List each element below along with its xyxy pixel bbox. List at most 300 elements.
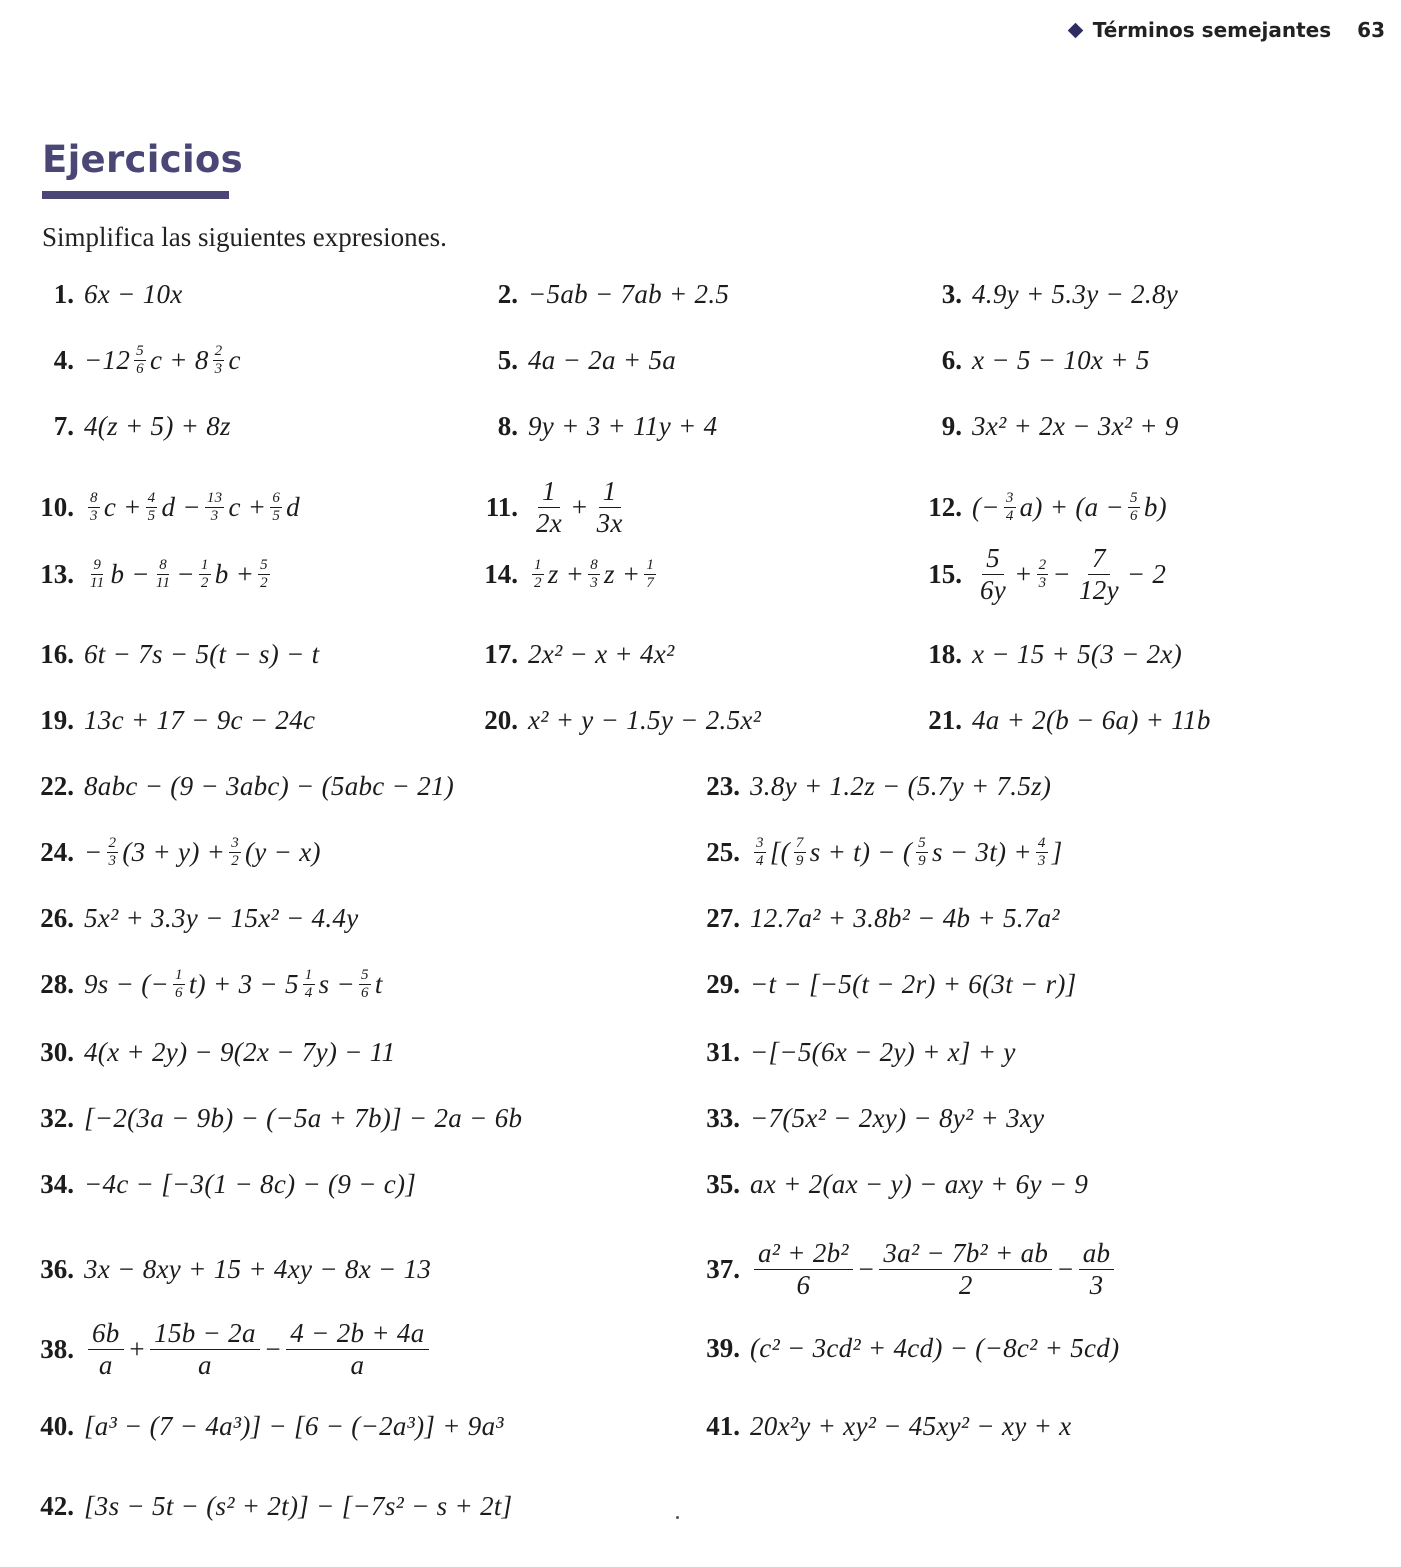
- exercise-number: 32.: [40, 1102, 74, 1133]
- fraction-denominator: 2: [534, 574, 542, 591]
- exercise-item: [922, 632, 1182, 676]
- fraction: [532, 557, 544, 592]
- exercise-expression: [84, 1253, 432, 1284]
- fraction: [229, 835, 241, 870]
- exercise-expression: [84, 490, 300, 525]
- expression-text: b): [1143, 491, 1167, 522]
- exercise-item: [34, 404, 231, 448]
- exercise-number: 26.: [40, 902, 74, 933]
- fraction: [205, 490, 225, 525]
- exercise-number: 6.: [941, 344, 962, 375]
- expression-text: 4a + 2(b − 6a) + 11b: [972, 704, 1211, 735]
- exercise-item: [34, 896, 358, 940]
- exercise-item: [34, 698, 315, 742]
- expression-text: 4.9y + 5.3y − 2.8y: [972, 278, 1179, 309]
- exercise-expression: [972, 543, 1166, 604]
- expression-text: 13c + 17 − 9c − 24c: [84, 704, 316, 735]
- exercise-number: 36.: [40, 1253, 74, 1284]
- fraction: [107, 835, 119, 870]
- fraction-numerator: 3a² − 7b² + ab: [879, 1238, 1052, 1269]
- fraction-numerator: 8: [590, 556, 599, 573]
- exercise-number: 18.: [928, 638, 962, 669]
- expression-text: −5ab − 7ab + 2.5: [528, 278, 730, 309]
- exercise-expression: [528, 557, 660, 592]
- expression-text: 6t − 7s − 5(t − s) − t: [84, 638, 320, 669]
- exercise-expression: [528, 410, 718, 441]
- expression-text: (3 + y) +: [122, 836, 226, 867]
- exercise-item: [34, 272, 183, 316]
- expression-text: x − 5 − 10x + 5: [972, 344, 1150, 375]
- expression-text: −: [263, 1333, 283, 1364]
- fraction-denominator: 3: [90, 507, 98, 524]
- expression-text: −t − [−5(t − 2r) + 6(3t − r)]: [750, 968, 1077, 999]
- exercise-number: 28.: [40, 968, 74, 999]
- fraction-numerator: 1: [538, 476, 560, 507]
- exercise-expression: [750, 1168, 1089, 1199]
- expression-text: c: [228, 344, 241, 375]
- expression-text: 9y + 3 + 11y + 4: [528, 410, 718, 441]
- exercise-expression: [84, 638, 320, 669]
- fraction-numerator: 1: [646, 556, 655, 573]
- exercise-number: 3.: [941, 278, 962, 309]
- expression-text: c +: [103, 491, 142, 522]
- title-underline: [42, 191, 229, 199]
- exercise-item: [34, 1030, 395, 1074]
- exercise-item: [34, 1484, 512, 1528]
- exercise-expression: [84, 278, 183, 309]
- exercise-expression: [84, 1318, 433, 1379]
- exercise-item: [34, 1404, 504, 1448]
- exercise-expression: [972, 638, 1183, 669]
- exercise-item: [478, 632, 674, 676]
- diamond-bullet-icon: [1067, 22, 1083, 38]
- expression-text: s − 3t) +: [931, 836, 1032, 867]
- expression-text: 3x² + 2x − 3x² + 9: [972, 410, 1179, 441]
- page-number: 63: [1357, 18, 1385, 42]
- expression-text: x² + y − 1.5y − 2.5x²: [528, 704, 762, 735]
- fraction-numerator: 15b − 2a: [150, 1318, 260, 1349]
- fraction: [1128, 490, 1140, 525]
- exercise-number: 41.: [706, 1410, 740, 1441]
- expression-text: +: [127, 1333, 147, 1364]
- expression-text: x − 15 + 5(3 − 2x): [972, 638, 1183, 669]
- exercise-expression: [84, 967, 383, 1002]
- fraction-denominator: 6: [1130, 507, 1138, 524]
- fraction: [286, 1318, 428, 1379]
- fraction: [154, 557, 173, 592]
- expression-text: [3s − 5t − (s² + 2t)] − [−7s² − s + 2t]: [84, 1490, 513, 1521]
- fraction-denominator: a: [98, 1349, 113, 1380]
- fraction-numerator: 9: [93, 556, 102, 573]
- fraction: [258, 557, 270, 592]
- expression-text: 12.7a² + 3.8b² − 4b + 5.7a²: [750, 902, 1060, 933]
- page-title: Ejercicios: [42, 138, 243, 181]
- expression-text: 4(z + 5) + 8z: [84, 410, 231, 441]
- exercise-number: 22.: [40, 770, 74, 801]
- fraction: [644, 557, 656, 592]
- expression-text: t) + 3 − 5: [188, 968, 299, 999]
- exercise-number: 16.: [40, 638, 74, 669]
- exercise-expression: [972, 278, 1179, 309]
- expression-text: [a³ − (7 − 4a³)] − [6 − (−2a³)] + 9a³: [84, 1410, 504, 1441]
- expression-text: 2x² − x + 4x²: [528, 638, 675, 669]
- fraction-numerator: ab: [1079, 1238, 1115, 1269]
- exercise-number: 15.: [928, 558, 962, 589]
- exercise-number: 1.: [53, 278, 74, 309]
- fraction-numerator: 5: [260, 556, 268, 573]
- expression-text: −[−5(6x − 2y) + x] + y: [750, 1036, 1016, 1067]
- expression-text: 3x − 8xy + 15 + 4xy − 8x − 13: [84, 1253, 432, 1284]
- exercise-expression: [84, 770, 455, 801]
- exercise-item: [34, 1232, 431, 1306]
- exercise-expression: [972, 704, 1211, 735]
- fraction: [270, 490, 282, 525]
- expression-text: [−2(3a − 9b) − (−5a + 7b)] − 2a − 6b: [84, 1102, 523, 1133]
- exercise-expression: [972, 410, 1179, 441]
- expression-text: b −: [110, 558, 150, 589]
- exercise-item: [34, 338, 241, 382]
- exercise-number: 38.: [40, 1333, 74, 1364]
- exercise-expression: [750, 1036, 1016, 1067]
- exercise-number: 14.: [484, 558, 518, 589]
- fraction-numerator: 1: [200, 556, 209, 573]
- exercise-expression: [750, 968, 1077, 999]
- exercise-item: [34, 1096, 522, 1140]
- exercise-number: 20.: [484, 704, 518, 735]
- fraction-numerator: 5: [136, 342, 144, 359]
- fraction-numerator: 7: [1088, 543, 1110, 574]
- expression-text: z +: [547, 558, 585, 589]
- fraction-numerator: 1: [599, 476, 621, 507]
- exercise-item: [478, 537, 660, 611]
- exercise-expression: [750, 835, 1063, 870]
- exercise-item: [478, 698, 761, 742]
- exercise-item: [700, 1162, 1088, 1206]
- exercise-number: 25.: [706, 836, 740, 867]
- exercise-item: [922, 537, 1166, 611]
- exercise-expression: [84, 902, 359, 933]
- fraction-numerator: 4: [147, 489, 156, 506]
- exercise-item: [700, 830, 1063, 874]
- fraction-denominator: 6: [175, 984, 183, 1001]
- fraction-denominator: 2x: [536, 507, 563, 538]
- exercise-expression: [84, 704, 316, 735]
- fraction-numerator: 5: [918, 834, 926, 851]
- expression-text: 20x²y + xy² − 45xy² − xy + x: [750, 1410, 1072, 1441]
- expression-text: s + t) − (: [809, 836, 913, 867]
- expression-text: −7(5x² − 2xy) − 8y² + 3xy: [750, 1102, 1045, 1133]
- fraction-numerator: 1: [175, 966, 183, 983]
- fraction: [754, 835, 766, 870]
- exercise-number: 4.: [53, 344, 74, 375]
- fraction-numerator: 4 − 2b + 4a: [286, 1318, 428, 1349]
- exercise-item: [700, 962, 1077, 1006]
- exercise-item: [700, 764, 1051, 808]
- fraction-denominator: a: [198, 1349, 212, 1380]
- exercise-expression: [84, 1168, 417, 1199]
- exercise-number: 37.: [706, 1253, 740, 1284]
- fraction: [199, 557, 211, 592]
- fraction: [359, 967, 371, 1002]
- fraction-numerator: 8: [159, 556, 168, 573]
- exercise-item: [700, 1096, 1044, 1140]
- fraction-denominator: 3: [1038, 574, 1047, 591]
- exercise-expression: [528, 704, 762, 735]
- exercise-number: 9.: [941, 410, 962, 441]
- fraction-denominator: 11: [90, 574, 105, 591]
- exercise-item: [34, 764, 454, 808]
- fraction: [794, 835, 806, 870]
- fraction: [173, 967, 185, 1002]
- exercise-number: 7.: [53, 410, 74, 441]
- fraction-numerator: 13: [206, 489, 223, 506]
- fraction: [134, 343, 146, 378]
- exercise-number: 24.: [40, 836, 74, 867]
- expression-text: 5x² + 3.3y − 15x² − 4.4y: [84, 902, 359, 933]
- exercise-item: [34, 470, 300, 544]
- exercise-number: 2.: [497, 278, 518, 309]
- fraction: [213, 343, 225, 378]
- expression-text: −: [176, 558, 195, 589]
- exercise-item: [478, 470, 631, 544]
- section-title: Términos semejantes: [1092, 18, 1332, 42]
- fraction: [588, 557, 600, 592]
- expression-text: d: [286, 491, 300, 522]
- exercise-number: 13.: [40, 558, 74, 589]
- exercise-expression: [750, 902, 1060, 933]
- fraction-denominator: 3x: [596, 507, 623, 538]
- exercise-item: [700, 1030, 1016, 1074]
- expression-text: 8abc − (9 − 3abc) − (5abc − 21): [84, 770, 455, 801]
- expression-text: d −: [161, 491, 201, 522]
- exercise-item: [34, 537, 274, 611]
- exercise-number: 19.: [40, 704, 74, 735]
- exercise-item: [700, 1404, 1071, 1448]
- fraction-numerator: 2: [214, 342, 223, 359]
- expression-text: ]: [1051, 836, 1063, 867]
- exercise-expression: [750, 1102, 1045, 1133]
- fraction-denominator: 3: [108, 852, 117, 869]
- expression-text: a) + (a −: [1019, 491, 1124, 522]
- exercise-expression: [972, 490, 1167, 525]
- fraction-denominator: 7: [646, 574, 655, 591]
- print-speck: [676, 1516, 679, 1519]
- fraction-numerator: 3: [756, 834, 764, 851]
- expression-text: +: [1014, 558, 1033, 589]
- fraction-denominator: 5: [272, 507, 281, 524]
- exercise-item: [478, 272, 729, 316]
- fraction-denominator: 4: [1005, 507, 1014, 524]
- fraction-denominator: 2: [231, 852, 240, 869]
- exercise-number: 30.: [40, 1036, 74, 1067]
- expression-text: (y − x): [245, 836, 321, 867]
- fraction-numerator: 3: [231, 834, 240, 851]
- fraction-denominator: 4: [756, 852, 764, 869]
- exercise-number: 27.: [706, 902, 740, 933]
- expression-text: −: [84, 836, 103, 867]
- expression-text: −: [1056, 1253, 1075, 1284]
- fraction-denominator: 11: [155, 574, 171, 591]
- fraction-numerator: 1: [534, 556, 542, 573]
- exercise-item: [700, 1232, 1118, 1306]
- exercise-number: 31.: [706, 1036, 740, 1067]
- exercise-expression: [84, 835, 321, 870]
- fraction-denominator: 5: [147, 507, 156, 524]
- fraction-numerator: 2: [108, 834, 117, 851]
- expression-text: −: [1052, 558, 1071, 589]
- instructions: Simplifica las siguientes expresiones.: [42, 222, 447, 252]
- exercise-item: [922, 698, 1211, 742]
- fraction-numerator: 5: [361, 966, 369, 983]
- fraction: [916, 835, 928, 870]
- exercise-expression: [84, 1036, 396, 1067]
- exercise-number: 40.: [40, 1410, 74, 1441]
- fraction: [1075, 543, 1123, 604]
- exercise-item: [34, 830, 321, 874]
- exercise-expression: [84, 410, 231, 441]
- exercise-number: 5.: [497, 344, 518, 375]
- exercise-expression: [528, 344, 677, 375]
- fraction-denominator: 2: [958, 1269, 973, 1300]
- expression-text: s −: [318, 968, 355, 999]
- fraction: [146, 490, 158, 525]
- expression-text: b +: [214, 558, 255, 589]
- exercise-expression: [84, 1410, 504, 1441]
- fraction-numerator: a² + 2b²: [754, 1238, 853, 1269]
- expression-text: 4a − 2a + 5a: [528, 344, 677, 375]
- exercise-expression: [750, 1410, 1072, 1441]
- fraction-denominator: 3: [590, 574, 599, 591]
- exercise-number: 23.: [706, 770, 740, 801]
- exercise-expression: [84, 343, 241, 378]
- fraction: [879, 1238, 1052, 1299]
- exercise-number: 12.: [928, 491, 962, 522]
- expression-text: 6x − 10x: [84, 278, 183, 309]
- expression-text: c + 8: [149, 344, 209, 375]
- fraction: [754, 1238, 853, 1299]
- exercise-item: [478, 338, 676, 382]
- exercise-item: [478, 404, 717, 448]
- fraction-numerator: 6: [272, 489, 281, 506]
- exercise-expression: [528, 638, 675, 669]
- exercise-number: 33.: [706, 1102, 740, 1133]
- fraction: [303, 967, 315, 1002]
- fraction-numerator: 6b: [88, 1318, 124, 1349]
- exercise-expression: [84, 557, 274, 592]
- fraction-numerator: 5: [982, 543, 1004, 574]
- exercise-number: 42.: [40, 1490, 74, 1521]
- exercise-number: 21.: [928, 704, 962, 735]
- fraction: [1036, 835, 1048, 870]
- exercise-item: [34, 1312, 433, 1386]
- fraction-denominator: 12y: [1078, 574, 1119, 605]
- fraction-denominator: 3: [214, 360, 223, 377]
- exercise-number: 34.: [40, 1168, 74, 1199]
- exercise-item: [700, 896, 1060, 940]
- exercise-number: 11.: [485, 491, 518, 522]
- fraction: [88, 490, 100, 525]
- page-header: [1070, 18, 1385, 42]
- fraction: [976, 543, 1010, 604]
- fraction-denominator: 4: [304, 984, 313, 1001]
- exercise-expression: [750, 770, 1052, 801]
- fraction-numerator: 8: [90, 489, 98, 506]
- exercise-item: [922, 404, 1179, 448]
- fraction-numerator: 1: [304, 966, 313, 983]
- exercise-expression: [84, 1102, 523, 1133]
- exercise-number: 10.: [40, 491, 74, 522]
- fraction-denominator: 9: [795, 852, 804, 869]
- exercise-expression: [750, 1332, 1120, 1363]
- expression-text: +: [570, 491, 589, 522]
- exercise-item: [700, 1326, 1119, 1370]
- fraction-denominator: 6: [136, 360, 144, 377]
- fraction-denominator: 6y: [980, 574, 1007, 605]
- expression-text: −4c − [−3(1 − 8c) − (9 − c)]: [84, 1168, 417, 1199]
- fraction: [593, 476, 627, 537]
- fraction: [1037, 557, 1049, 592]
- fraction-denominator: 9: [918, 852, 926, 869]
- expression-text: −12: [84, 344, 131, 375]
- exercise-expression: [528, 476, 631, 537]
- expression-text: [(: [769, 836, 790, 867]
- fraction: [1079, 1238, 1115, 1299]
- exercise-expression: [972, 344, 1150, 375]
- exercise-number: 29.: [706, 968, 740, 999]
- exercise-expression: [750, 1238, 1118, 1299]
- expression-text: −: [856, 1253, 876, 1284]
- fraction-denominator: 6: [361, 984, 369, 1001]
- exercise-item: [922, 272, 1178, 316]
- fraction: [532, 476, 566, 537]
- fraction-numerator: 3: [1005, 489, 1014, 506]
- fraction: [150, 1318, 260, 1379]
- fraction-numerator: 5: [1130, 489, 1138, 506]
- exercise-item: [922, 470, 1167, 544]
- fraction-denominator: 3: [1037, 852, 1046, 869]
- fraction: [88, 557, 107, 592]
- exercise-expression: [84, 1490, 513, 1521]
- exercise-item: [922, 338, 1150, 382]
- fraction: [88, 1318, 124, 1379]
- exercise-item: [34, 632, 319, 676]
- exercise-item: [34, 962, 383, 1006]
- fraction-denominator: a: [350, 1349, 365, 1380]
- expression-text: − 2: [1126, 558, 1167, 589]
- exercise-number: 8.: [497, 410, 518, 441]
- exercise-expression: [528, 278, 730, 309]
- fraction-denominator: 6: [796, 1269, 811, 1300]
- expression-text: 4(x + 2y) − 9(2x − 7y) − 11: [84, 1036, 396, 1067]
- fraction-denominator: 3: [1089, 1269, 1104, 1300]
- fraction: [1004, 490, 1016, 525]
- fraction-denominator: 3: [210, 507, 219, 524]
- expression-text: 9s − (−: [84, 968, 170, 999]
- expression-text: z +: [604, 558, 641, 589]
- exercise-number: 35.: [706, 1168, 740, 1199]
- expression-text: t: [374, 968, 383, 999]
- fraction-numerator: 7: [795, 834, 804, 851]
- exercise-number: 39.: [706, 1332, 740, 1363]
- expression-text: c +: [228, 491, 267, 522]
- expression-text: 3.8y + 1.2z − (5.7y + 7.5z): [750, 770, 1052, 801]
- fraction-numerator: 2: [1038, 556, 1047, 573]
- fraction-denominator: 2: [200, 574, 209, 591]
- expression-text: ax + 2(ax − y) − axy + 6y − 9: [750, 1168, 1089, 1199]
- fraction-numerator: 4: [1037, 834, 1046, 851]
- expression-text: (c² − 3cd² + 4cd) − (−8c² + 5cd): [750, 1332, 1120, 1363]
- fraction-denominator: 2: [260, 574, 268, 591]
